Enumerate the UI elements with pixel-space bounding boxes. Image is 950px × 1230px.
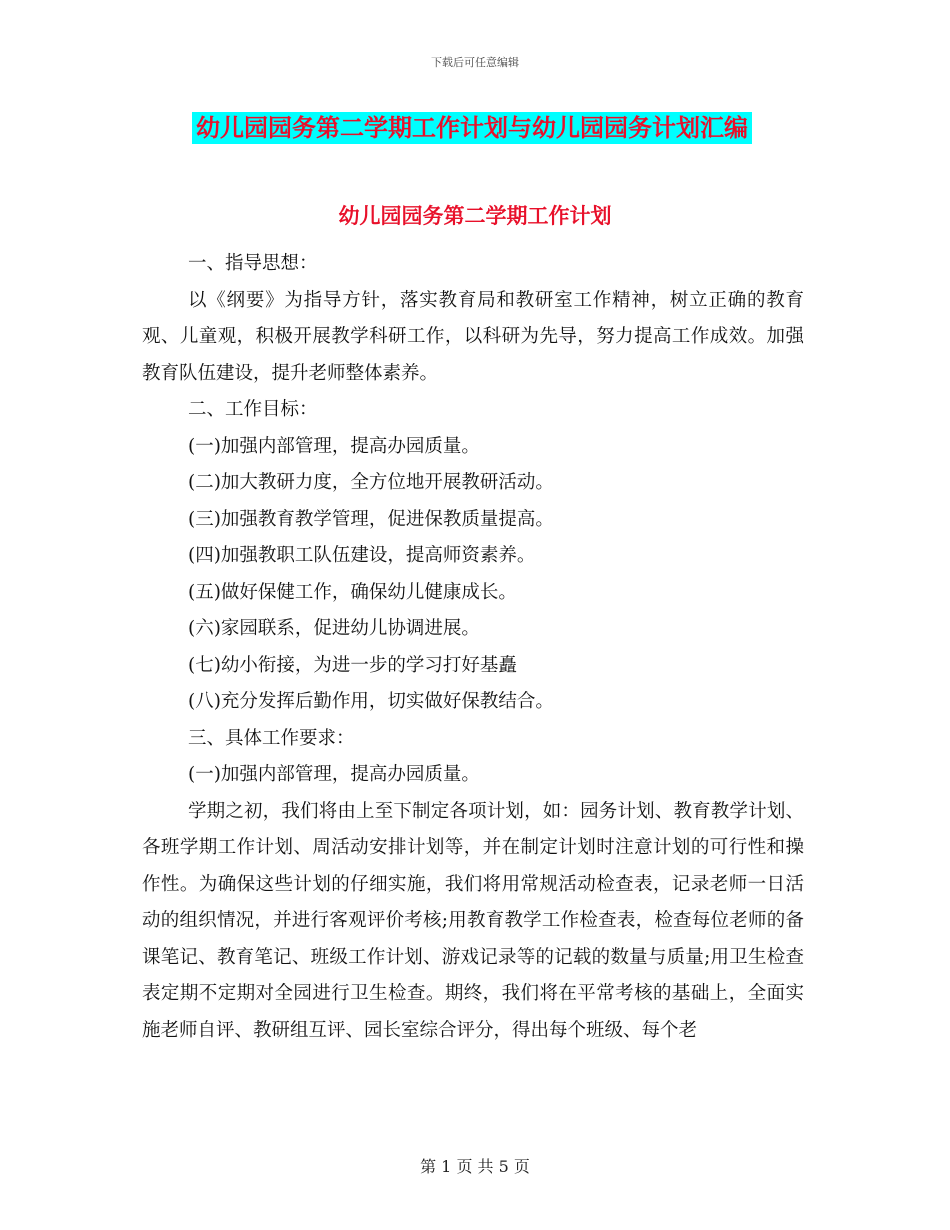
document-body bbox=[142, 246, 804, 1049]
goal-item: (六)家园联系，促进幼儿协调进展。 bbox=[188, 618, 480, 639]
paragraph-guiding-ideology: 以《纲要》为指导方针，落实教育局和教研室工作精神，树立正确的教育观、儿童观，积极开展教学科研工作，以科研为先导，努力提高工作成效。加强教育队伍建设，提升老师整体素养。 bbox=[142, 289, 804, 384]
goal-item: (五)做好保健工作，确保幼儿健康成长。 bbox=[188, 581, 517, 603]
goal-item: (七)幼小衔接，为进一步的学习打好基矗 bbox=[188, 654, 517, 676]
goal-item: (一)加强内部管理，提高办园质量。 bbox=[188, 435, 480, 457]
page-footer: 第 1 页 共 5 页 bbox=[420, 1157, 530, 1176]
heading-specific-requirements: 三、具体工作要求： bbox=[188, 727, 355, 749]
goal-item: (八)充分发挥后勤作用，切实做好保教结合。 bbox=[188, 691, 554, 712]
goal-item: (四)加强教职工队伍建设，提高师资素养。 bbox=[188, 545, 536, 566]
goal-item: (三)加强教育教学管理，促进保教质量提高。 bbox=[188, 508, 554, 530]
heading-work-goals: 二、工作目标： bbox=[188, 399, 318, 420]
paragraph-requirement-detail: 学期之初，我们将由上至下制定各项计划，如：园务计划、教育教学计划、各班学期工作计划、周活动安排计划等，并在制定计划时注意计划的可行性和操作性。为确保这些计划的仔细实施，我们将用常规活动检查表，记录老师一日活动的组织情况，并进行客观评价考核;用教育教学工作检查表，检查每位老师的备课笔记、教育笔记、班级工作计划、游戏记录等的记载的数量与质量;用卫生检查表定期不定期对全园进行卫生检查。期终，我们将在平常考核的基础上，全面实施老师自评、教研组互评、园长室综合评分，得出每个班级、每个老 bbox=[142, 800, 804, 1041]
goal-item: (二)加大教研力度，全方位地开展教研活动。 bbox=[188, 472, 554, 493]
header-note: 下载后可任意编辑 bbox=[431, 56, 519, 69]
document-main-title: 幼儿园园务第二学期工作计划与幼儿园园务计划汇编 bbox=[192, 112, 752, 144]
heading-guiding-ideology: 一、指导思想： bbox=[188, 253, 318, 274]
requirement-item: (一)加强内部管理，提高办园质量。 bbox=[188, 764, 480, 785]
section-title: 幼儿园园务第二学期工作计划 bbox=[338, 204, 612, 228]
